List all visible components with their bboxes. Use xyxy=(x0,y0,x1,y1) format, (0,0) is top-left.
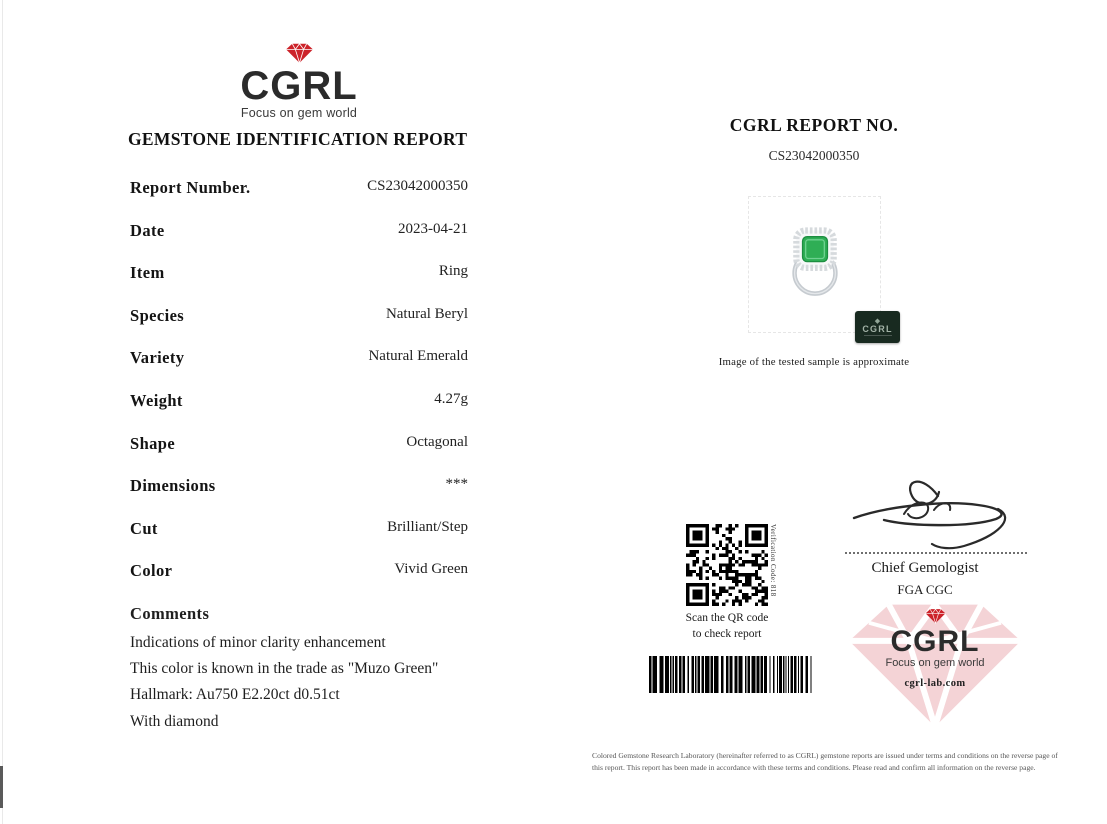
field-row-date xyxy=(130,221,468,264)
comments-text xyxy=(130,630,520,735)
qr-code xyxy=(686,524,768,606)
field-label: Color xyxy=(130,561,173,581)
brand-name: CGRL xyxy=(240,64,358,108)
watermark-tagline: Focus on gem world xyxy=(885,657,985,669)
ring-photo-icon xyxy=(775,218,855,312)
field-row-shape xyxy=(130,434,468,477)
tag-brand-label: CGRL xyxy=(862,324,893,334)
field-label: Date xyxy=(130,220,165,240)
brand-tagline: Focus on gem world xyxy=(240,106,358,120)
qr-caption-line: Scan the QR code xyxy=(685,612,769,624)
field-row-weight xyxy=(130,391,468,434)
field-value: CS23042000350 xyxy=(367,178,468,194)
verification-code-text: Verification Code: 818 xyxy=(769,524,777,597)
disclaimer-line: Colored Gemstone Research Laboratory (hereinafter referred to as CGRL) gemstone reports are issued under terms and conditions on the reverse page of xyxy=(592,751,1058,760)
qr-caption xyxy=(652,611,802,642)
field-label: Cut xyxy=(130,518,158,538)
field-row-item xyxy=(130,263,468,306)
signature xyxy=(846,472,1024,552)
field-row-variety xyxy=(130,348,468,391)
field-value: 2023-04-21 xyxy=(398,220,468,237)
website-text: cgrl-lab.com xyxy=(904,678,966,689)
scan-edge-line xyxy=(2,0,3,824)
watermark-brand-name: CGRL xyxy=(890,625,980,658)
sample-security-tag xyxy=(855,311,900,343)
signer-credentials: FGA CGC xyxy=(897,582,953,597)
field-value: *** xyxy=(445,476,468,493)
header-logo xyxy=(240,42,358,120)
comment-line: Hallmark: Au750 E2.20ct d0.51ct xyxy=(130,686,340,704)
comment-line: Indications of minor clarity enhancement xyxy=(130,634,386,651)
field-label: Item xyxy=(130,263,165,283)
field-value: Vivid Green xyxy=(394,561,468,578)
comment-line: With diamond xyxy=(130,712,219,730)
field-row-dimensions xyxy=(130,476,468,519)
report-no-heading: CGRL REPORT NO. xyxy=(729,115,899,135)
sample-caption: Image of the tested sample is approximate xyxy=(718,356,910,368)
disclaimer-text xyxy=(592,750,1062,774)
field-row-cut xyxy=(130,519,468,562)
field-label: Dimensions xyxy=(130,476,216,496)
field-value: Octagonal xyxy=(406,433,468,450)
field-value: Brilliant/Step xyxy=(387,518,468,535)
field-value: Ring xyxy=(438,263,468,280)
scan-edge-smudge xyxy=(0,766,3,808)
field-label: Species xyxy=(130,305,185,325)
report-title: GEMSTONE IDENTIFICATION REPORT xyxy=(128,129,468,149)
field-row-color xyxy=(130,561,468,604)
field-label: Variety xyxy=(130,348,185,368)
comment-line: This color is known in the trade as "Muzo Green" xyxy=(130,660,439,678)
qr-caption-line: to check report xyxy=(692,627,762,640)
field-value: Natural Beryl xyxy=(385,305,468,322)
field-row-species xyxy=(130,306,468,349)
field-label: Report Number. xyxy=(130,178,251,197)
watermark-logo xyxy=(836,608,1034,689)
field-value: Natural Emerald xyxy=(368,348,468,365)
field-label: Shape xyxy=(130,433,176,453)
report-fields xyxy=(130,178,468,604)
barcode xyxy=(649,656,812,693)
signature-line xyxy=(845,552,1027,554)
comments-label: Comments xyxy=(130,604,210,623)
field-row-report-number xyxy=(130,178,468,221)
tag-diamond-icon: ◆ xyxy=(874,317,881,325)
report-no-value: CS23042000350 xyxy=(768,148,860,163)
field-label: Weight xyxy=(130,390,183,410)
tag-underline xyxy=(864,335,892,336)
field-value: 4.27g xyxy=(434,390,468,407)
disclaimer-line: this report. This report has been made in accordance with these terms and conditions. Please read and confirm all information on the reverse page. xyxy=(592,763,1036,773)
signer-title: Chief Gemologist xyxy=(871,560,979,576)
